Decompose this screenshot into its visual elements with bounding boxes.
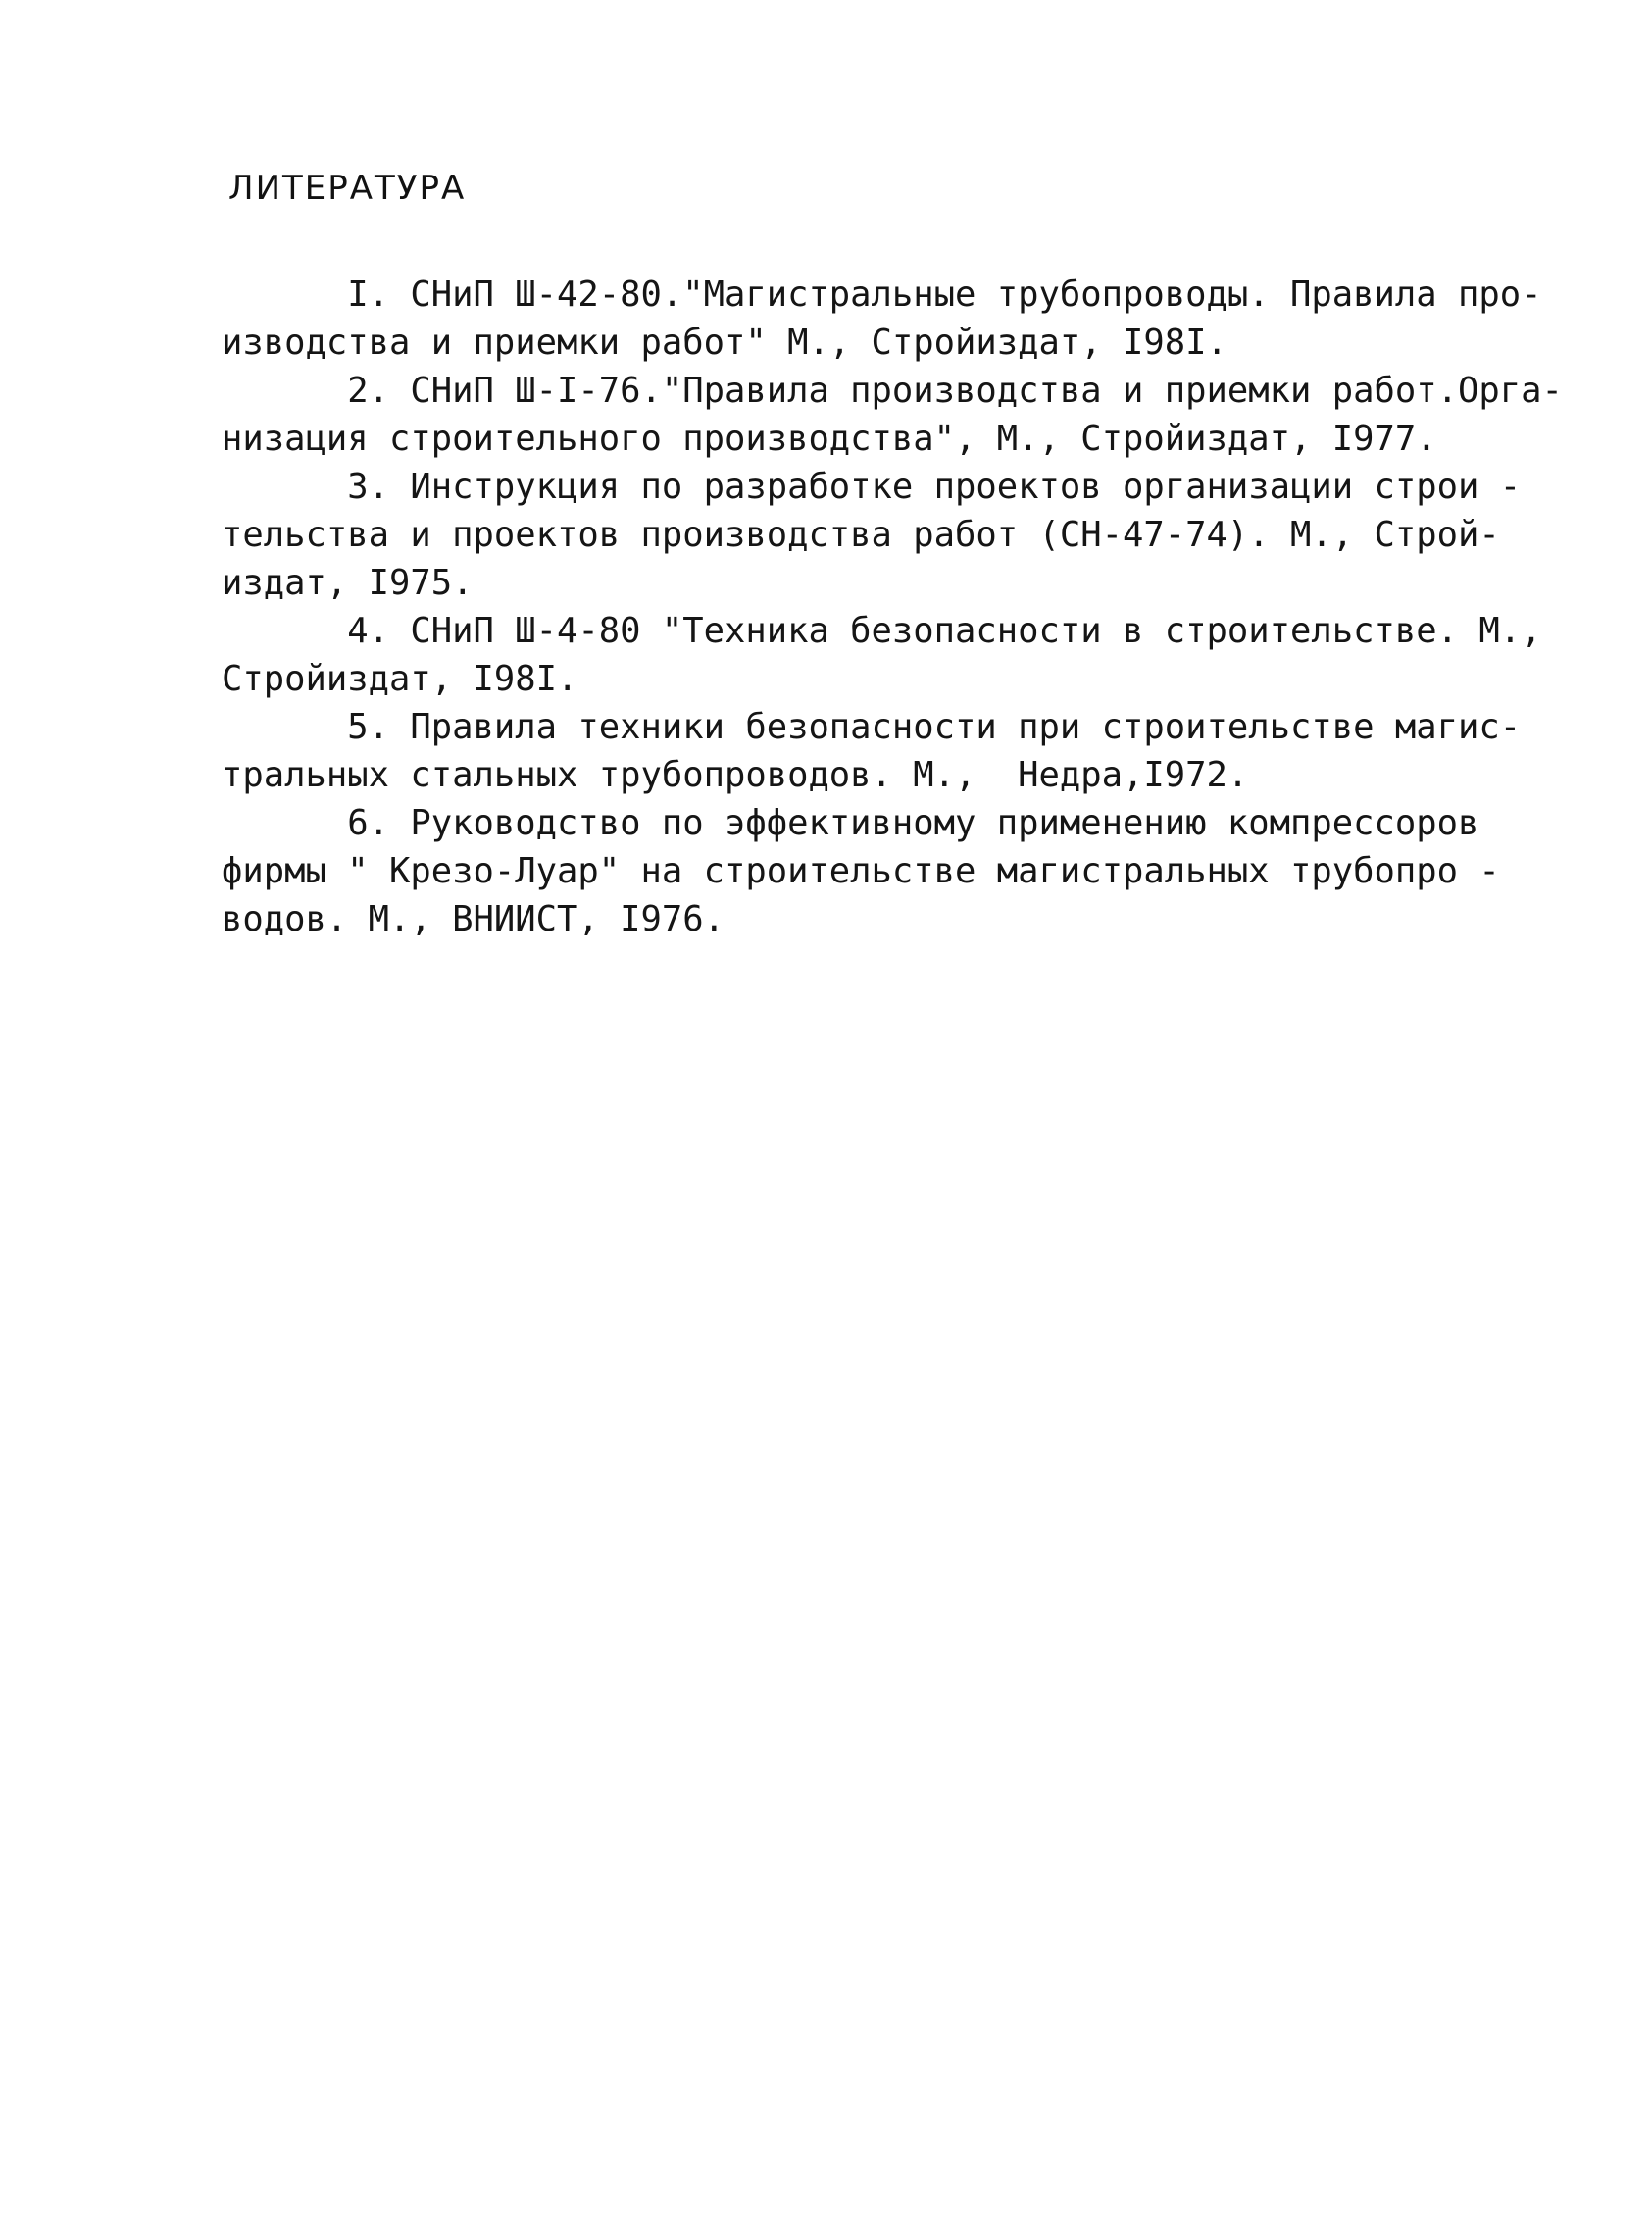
page-title: ЛИТЕРАТУРА bbox=[228, 169, 467, 208]
reference-item-2 bbox=[222, 367, 1563, 463]
reference-line: низация строительного производства", М., Стройиздат, I977. bbox=[222, 419, 1437, 459]
reference-line: издат, I975. bbox=[222, 563, 474, 603]
reference-item-5 bbox=[222, 703, 1522, 799]
reference-line: 2. СНиП Ш-I-76."Правила производства и приемки работ.Орга- bbox=[222, 371, 1563, 411]
reference-line: 5. Правила техники безопасности при строительстве магис- bbox=[222, 707, 1522, 747]
reference-list bbox=[222, 271, 1563, 943]
reference-item-6 bbox=[222, 799, 1500, 943]
reference-line: водов. М., ВНИИСТ, I976. bbox=[222, 899, 725, 939]
reference-line: 6. Руководство по эффективному применению компрессоров bbox=[222, 803, 1479, 843]
reference-line: I. СНиП Ш-42-80."Магистральные трубопроводы. Правила про- bbox=[222, 275, 1542, 315]
reference-line: 4. СНиП Ш-4-80 "Техника безопасности в строительстве. М., bbox=[222, 611, 1542, 651]
reference-line: изводства и приемки работ" М., Стройиздат, I98I. bbox=[222, 323, 1227, 363]
reference-line: фирмы " Крезо-Луар" на строительстве магистральных трубопро - bbox=[222, 851, 1500, 891]
reference-line: 3. Инструкция по разработке проектов организации строи - bbox=[222, 467, 1522, 507]
reference-line: тральных стальных трубопроводов. М., Недра,I972. bbox=[222, 755, 1249, 795]
reference-item-3 bbox=[222, 463, 1522, 607]
reference-item-1 bbox=[222, 271, 1542, 367]
reference-line: Стройиздат, I98I. bbox=[222, 659, 578, 699]
reference-line: тельства и проектов производства работ (СН-47-74). М., Строй- bbox=[222, 515, 1500, 555]
reference-item-4 bbox=[222, 607, 1542, 703]
